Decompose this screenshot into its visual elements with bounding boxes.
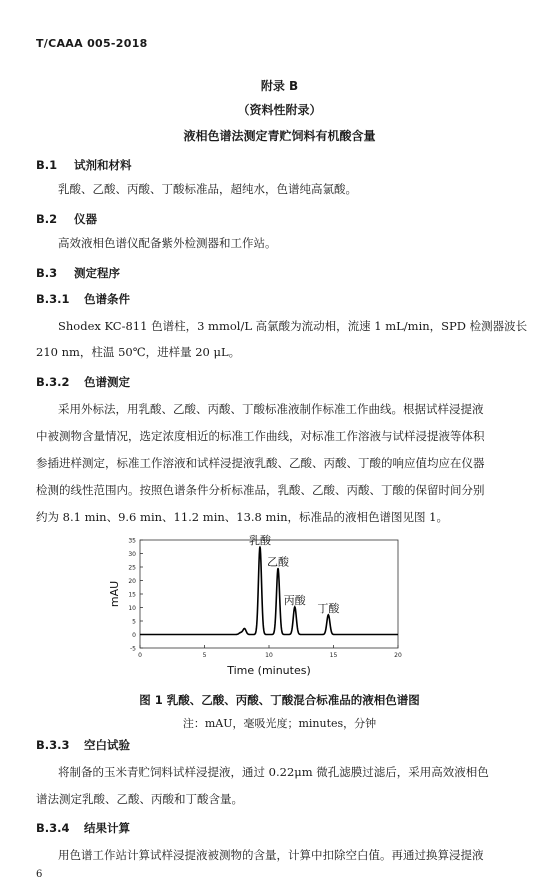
section-number: B.3.4 — [36, 821, 70, 835]
b32-line-2: 中被测物含量情况，选定浓度相近的标准工作曲线，对标准工作溶液与试样浸提液等体积 — [36, 429, 485, 443]
x-tick-label: 10 — [265, 652, 273, 659]
b1-text: 乳酸、乙酸、丙酸、丁酸标准品，超纯水，色谱纯高氯酸。 — [58, 182, 357, 196]
y-tick-label: 0 — [132, 632, 136, 639]
section-b34-heading — [36, 820, 130, 836]
figure-note: 注：mAU，毫吸光度；minutes，分钟 — [182, 717, 377, 730]
y-tick-label: 15 — [128, 591, 136, 599]
y-tick-label: 5 — [132, 618, 136, 626]
b31-line-2: 210 nm，柱温 50℃，进样量 20 μL。 — [36, 345, 241, 359]
section-number: B.3.1 — [36, 292, 70, 306]
section-title: 测定程序 — [74, 266, 120, 280]
appendix-title: 液相色谱法测定青贮饲料有机酸含量 — [183, 129, 376, 143]
section-b32-heading — [36, 374, 130, 390]
x-tick-label: 0 — [138, 652, 142, 659]
y-tick-label: -5 — [130, 645, 136, 653]
section-title: 空白试验 — [84, 738, 130, 752]
section-b3-heading — [36, 265, 120, 281]
section-number: B.3 — [36, 266, 58, 280]
b33-line-1: 将制备的玉米青贮饲料试样浸提液，通过 0.22μm 微孔滤膜过滤后，采用高效液相色 — [58, 765, 489, 779]
section-b2-heading — [36, 211, 97, 227]
peak-label: 乳酸 — [248, 533, 271, 547]
section-b31-heading — [36, 291, 130, 307]
x-axis-label: Time (minutes) — [227, 664, 311, 677]
section-title: 色谱条件 — [84, 292, 130, 306]
appendix-type: （资料性附录） — [237, 103, 322, 117]
y-tick-label: 10 — [128, 605, 136, 612]
y-tick-label: 30 — [128, 551, 136, 558]
y-tick-label: 35 — [128, 537, 136, 545]
y-tick-label: 25 — [128, 564, 136, 572]
peak-point — [244, 628, 245, 629]
chromatogram-chart — [95, 530, 425, 690]
b31-line-1: Shodex KC-811 色谱柱，3 mmol/L 高氯酸为流动相，流速 1 mL/min，SPD 检测器波长 — [58, 319, 528, 333]
b32-line-1: 采用外标法，用乳酸、乙酸、丙酸、丁酸标准液制作标准工作曲线。根据试样浸提液 — [58, 402, 484, 416]
section-title: 仪器 — [74, 212, 97, 226]
section-number: B.3.2 — [36, 375, 70, 389]
b32-line-4: 检测的线性范围内。按照色谱条件分析标准品，乳酸、乙酸、丙酸、丁酸的保留时间分别 — [36, 483, 485, 497]
y-tick-label: 20 — [128, 578, 136, 585]
section-title: 色谱测定 — [84, 375, 130, 389]
peak-label: 乙酸 — [267, 555, 290, 569]
page-number: 6 — [36, 869, 43, 880]
b33-line-2: 谱法测定乳酸、乙酸、丙酸和丁酸含量。 — [36, 792, 243, 806]
x-tick-label: 20 — [394, 652, 402, 659]
section-title: 试剂和材料 — [74, 158, 132, 172]
x-tick-label: 15 — [329, 652, 338, 659]
peak-label: 丁酸 — [317, 601, 340, 615]
standard-code: T/CAAA 005-2018 — [36, 37, 148, 50]
section-b33-heading — [36, 737, 130, 753]
section-number: B.3.3 — [36, 738, 70, 752]
x-tick-label: 5 — [202, 652, 207, 659]
section-title: 结果计算 — [84, 821, 130, 835]
figure-caption: 图 1 乳酸、乙酸、丙酸、丁酸混合标准品的液相色谱图 — [139, 693, 420, 707]
b2-text: 高效液相色谱仪配备紫外检测器和工作站。 — [58, 236, 277, 250]
section-number: B.1 — [36, 158, 58, 172]
b34-line-1: 用色谱工作站计算试样浸提液被测物的含量，计算中扣除空白值。再通过换算浸提液 — [58, 848, 484, 862]
y-axis-label: mAU — [108, 580, 121, 608]
section-number: B.2 — [36, 212, 58, 226]
b32-line-3: 参插进样测定，标准工作溶液和试样浸提液乳酸、乙酸、丙酸、丁酸的响应值均应在仪器 — [36, 456, 485, 470]
section-b1-heading — [36, 157, 132, 173]
peak-label: 丙酸 — [283, 593, 306, 607]
b32-line-5: 约为 8.1 min、9.6 min、11.2 min、13.8 min，标准品的液相色谱图见图 1。 — [36, 510, 448, 524]
appendix-label: 附录 B — [260, 79, 299, 93]
peak-point — [240, 632, 241, 633]
